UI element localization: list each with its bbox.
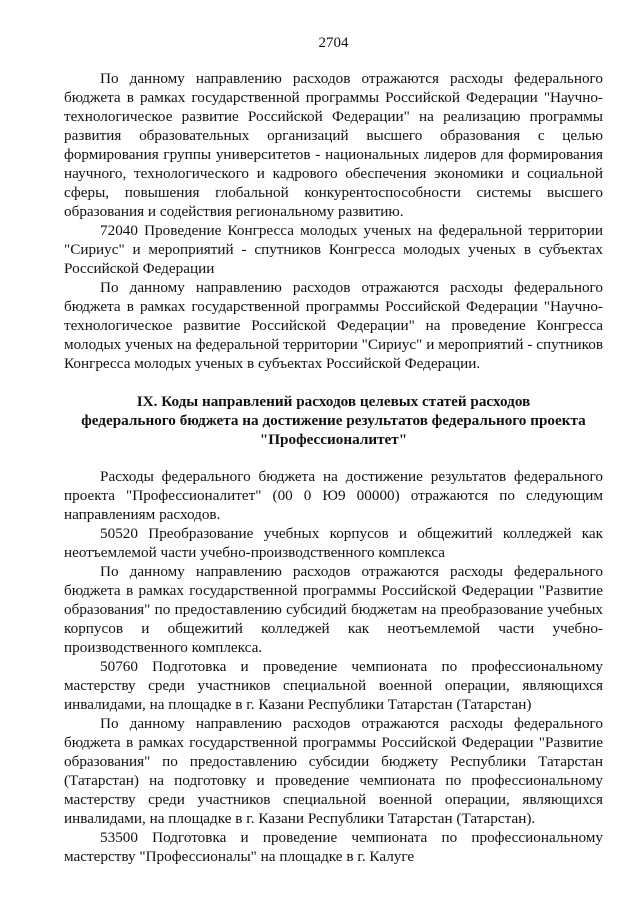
section-heading-line: "Профессионалитет" [259,431,408,448]
budget-code-paragraph: 50760 Подготовка и проведение чемпионата по профессиональному мастерству среди участников специальной военной операции, являющихся инвалидами, на площадке в г. Казани Республики Татарстан (Татарстан) [64,658,603,713]
budget-code-paragraph: 72040 Проведение Конгресса молодых ученых на федеральной территории "Сириус" и мероприятий - спутников Конгресса молодых ученых в субъектах Российской Федерации [64,222,603,277]
budget-code-paragraph: 50520 Преобразование учебных корпусов и общежитий колледжей как неотъемлемой части учебно-производственного комплекса [64,525,603,561]
section-heading-line: федерального бюджета на достижение результатов федерального проекта [81,412,586,429]
paragraph: Расходы федерального бюджета на достижение результатов федерального проекта "Профессионалитет" (00 0 Ю9 00000) отражаются по следующим направлениям расходов. [64,468,603,523]
section-heading-line: IX. Коды направлений расходов целевых статей расходов [136,393,531,410]
section-heading [64,392,603,449]
page-number: 2704 [318,35,349,51]
paragraph: По данному направлению расходов отражаются расходы федерального бюджета в рамках государственной программы Российской Федерации "Научно-технологическое развитие Российской Федерации" на реализацию программы развития образовательных организаций высшего образования с целью формирования группы университетов - национальных лидеров для формирования научного, технологического и кадрового обеспечения экономики и социальной сферы, повышения глобальной конкурентоспособности системы высшего образования и содействия региональному развитию. [64,70,603,220]
paragraph: По данному направлению расходов отражаются расходы федерального бюджета в рамках государственной программы Российской Федерации "Развитие образования" по предоставлению субсидий бюджетам на преобразование учебных корпусов и общежитий колледжей как неотъемлемой части учебно-производственного комплекса. [64,563,603,656]
paragraph: По данному направлению расходов отражаются расходы федерального бюджета в рамках государственной программы Российской Федерации "Научно-технологическое развитие Российской Федерации" на проведение Конгресса молодых ученых на федеральной территории "Сириус" и мероприятий - спутников Конгресса молодых ученых в субъектах Российской Федерации. [64,279,603,372]
budget-code-paragraph: 53500 Подготовка и проведение чемпионата по профессиональному мастерству "Профессионалы" на площадке в г. Калуге [64,829,603,865]
paragraph: По данному направлению расходов отражаются расходы федерального бюджета в рамках государственной программы Российской Федерации "Развитие образования" по предоставлению субсидии бюджету Республики Татарстан (Татарстан) на подготовку и проведение чемпионата по профессиональному мастерству среди участников специальной военной операции, являющихся инвалидами, на площадке в г. Казани Республики Татарстан (Татарстан). [64,715,603,827]
